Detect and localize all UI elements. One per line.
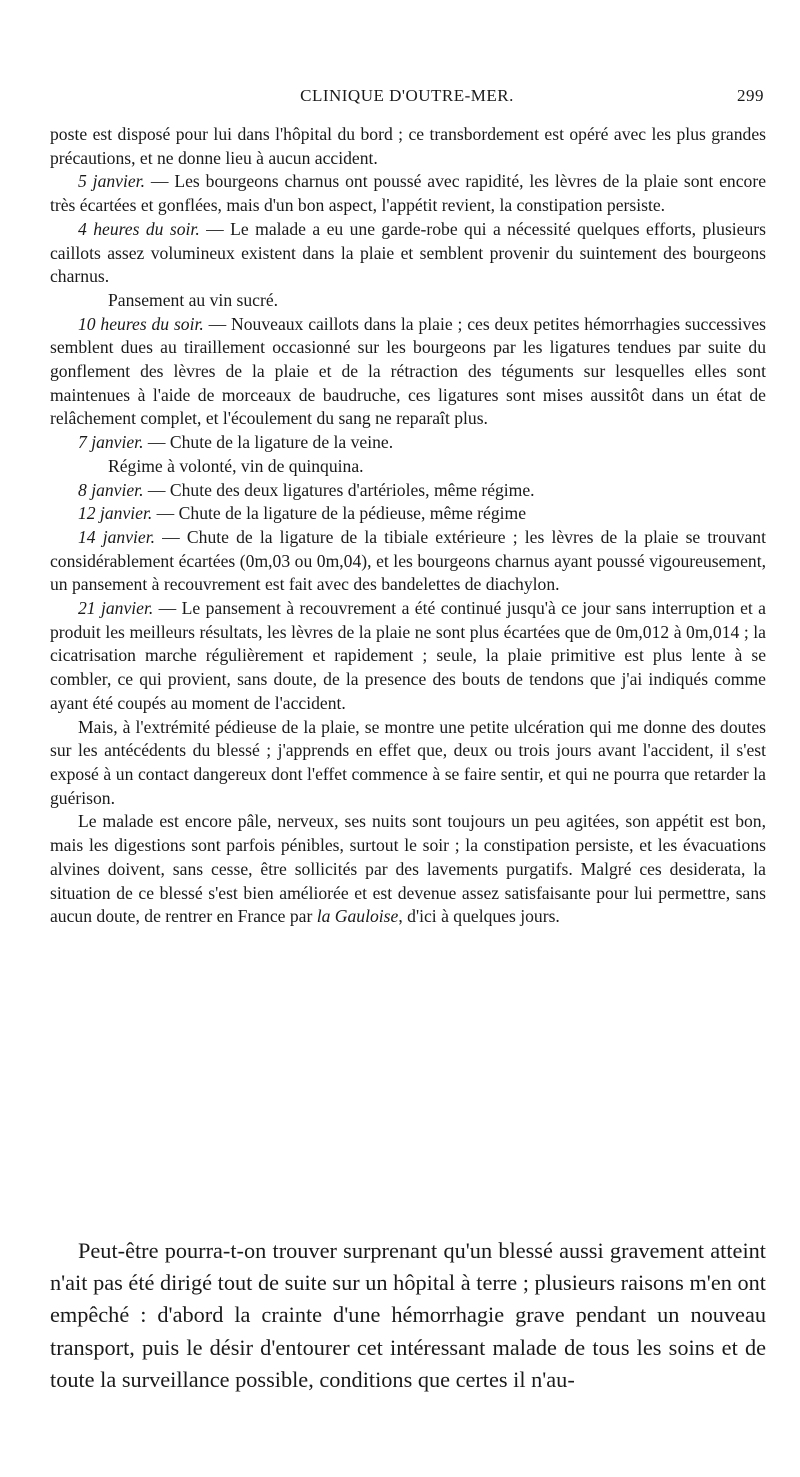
paragraph-0: poste est disposé pour lui dans l'hôpital du bord ; ce transbordement est opéré avec les plus grandes précautions, et ne donne lieu à aucun accident. [50, 124, 766, 168]
entry-5-janvier: 5 janvier. — Les bourgeons charnus ont poussé avec rapidité, les lèvres de la plaie sont encore très écartées et gonflées, mais d'un bon aspect, l'appétit revient, la constipation persiste. [50, 171, 767, 216]
large-paragraph: Peut-être pourra-t-on trouver surprenant qu'un blessé aussi gravement atteint n'ait pas été dirigé tout de suite sur un hôpital à terre ; plusieurs raisons m'en ont empêché : d'abord la crainte d'une hémorrhagie grave pendant un nouveau transport, puis le désir d'entourer cet intéressant malade de tous les soins et de toute la surveillance possible, conditions que certes il n'au- [50, 1238, 766, 1392]
entry-12-janvier: 12 janvier. — Chute de la ligature de la pédieuse, même régime [78, 503, 527, 524]
entry-date: 4 heures du soir. [78, 218, 200, 239]
ship-name: la Gauloise [316, 906, 399, 927]
entry-8-janvier: 8 janvier. — Chute des deux ligatures d'artérioles, même régime. [78, 479, 535, 500]
entry-date: 12 janvier. [78, 503, 153, 524]
running-head [50, 86, 764, 112]
entry-7-janvier: 7 janvier. — Chute de la ligature de la veine. [78, 432, 394, 453]
entry-21-janvier: 21 janvier. — Le pansement à recouvrement a été continué jusqu'à ce jour sans interruption et a produit les meilleurs résultats, les lèvres de la plaie ne sont plus écartées que de 0m,012 à 0m,014 ; la cicatrisation marche régulièrement et rapidement ; seule, la plaie primitive est plus lente à se combler, ce qui provient, sans doute, de la presence des bouts de tendons que j'ai indiqués comme ayant été coupés au moment de l'accident. [50, 598, 766, 713]
paragraph-ulceration: Mais, à l'extrémité pédieuse de la plaie, se montre une petite ulcération qui me donne des doutes sur les antécédents du blessé ; j'apprends en effet que, deux ou trois jours avant l'accident, il s'est exposé à un contact dangereux dont l'effet commence à se faire sentir, et qui ne pourra que retarder la guérison. [50, 716, 766, 808]
entry-date: 8 janvier. [78, 479, 144, 500]
body-text [50, 123, 766, 929]
running-title: CLINIQUE D'OUTRE-MER. [300, 86, 514, 105]
entry-date: 21 janvier. [78, 598, 154, 619]
note-regime: Régime à volonté, vin de quinquina. [108, 455, 364, 476]
entry-4-heures: 4 heures du soir. — Le malade a eu une garde-robe qui a nécessité quelques efforts, plusieurs caillots assez volumineux existent dans la plaie et semblent provenir du suintement des bourgeons charnus. [50, 218, 766, 287]
paragraph-etat-malade: Le malade est encore pâle, nerveux, ses nuits sont toujours un peu agitées, son appétit est bon, mais les digestions sont parfois pénibles, surtout le soir ; la constipation persiste, et les évacuations alvines doivent, sans cesse, être sollicités par des lavements purgatifs. Malgré ces desiderata, la situation de ce blessé s'est bien améliorée et est devenue assez satisfaisante pour lui permettre, sans aucun doute, de rentrer en France par la Gauloise, d'ici à quelques jours. [50, 811, 766, 927]
note-pansement: Pansement au vin sucré. [108, 289, 279, 310]
entry-date: 14 janvier. [78, 526, 156, 547]
entry-date: 7 janvier. [78, 432, 144, 453]
entry-date: 10 heures du soir. [78, 313, 204, 334]
entry-date: 5 janvier. [78, 171, 145, 192]
large-text [50, 1235, 766, 1396]
entry-14-janvier: 14 janvier. — Chute de la ligature de la tibiale extérieure ; les lèvres de la plaie se trouvant considérablement écartées (0m,03 ou 0m,04), et les bourgeons charnus ayant poussé vigoureusement, un pansement à recouvrement est fait avec des bandelettes de diachylon. [50, 526, 766, 595]
page-number: 299 [737, 86, 764, 105]
entry-10-heures: 10 heures du soir. — Nouveaux caillots dans la plaie ; ces deux petites hémorrhagies successives semblent dues au tiraillement occasionné sur les bourgeons par les ligatures tendues par suite du gonflement des lèvres de la plaie et de la rétraction des téguments sur lesquelles elles sont maintenues à l'aide de morceaux de baudruche, ces ligatures sont mises aussitôt dans un état de relâchement complet, et l'écoulement du sang ne reparaît plus. [50, 313, 766, 429]
